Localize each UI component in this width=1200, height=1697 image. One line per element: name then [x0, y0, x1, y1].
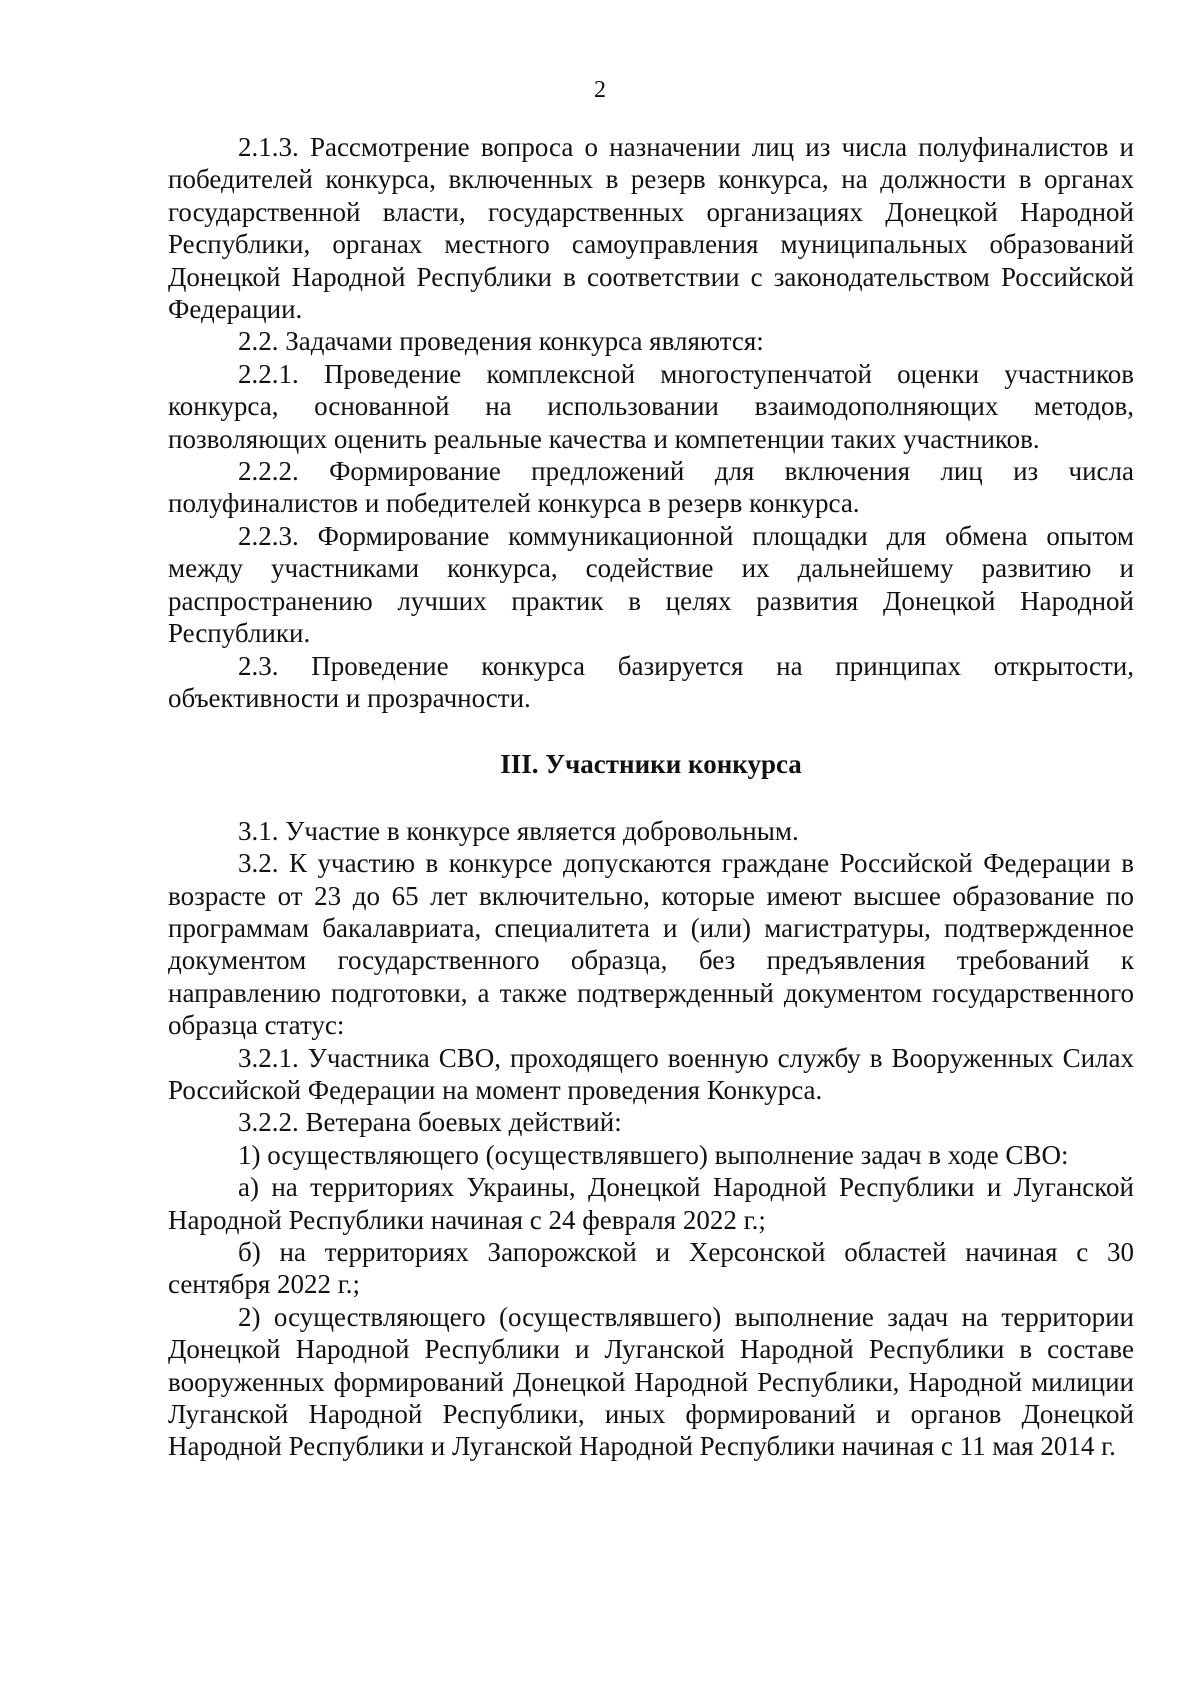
paragraph-2-3: 2.3. Проведение конкурса базируется на принципах открытости, объективности и прозрачности. — [168, 650, 1134, 713]
page-number: 2 — [594, 77, 606, 103]
paragraph-2-2-3: 2.2.3. Формирование коммуникационной площадки для обмена опытом между участниками конкурса, содействие их дальнейшему развитию и распространению лучших практик в целях развития Донецкой Народной Республики. — [168, 520, 1134, 649]
list-item-1: 1) осуществляющего (осуществлявшего) выполнение задач в ходе СВО: — [238, 1139, 1069, 1170]
document-body — [168, 131, 1134, 1463]
paragraph-3-2-1: 3.2.1. Участника СВО, проходящего военную службу в Вооруженных Силах Российской Федерации на момент проведения Конкурса. — [168, 1042, 1134, 1105]
paragraph-2-2-2: 2.2.2. Формирование предложений для включения лиц из числа полуфиналистов и победителей конкурса в резерв конкурса. — [168, 456, 1134, 519]
paragraph-3-2: 3.2. К участию в конкурсе допускаются граждане Российской Федерации в возрасте от 23 до 65 лет включительно, которые имеют высшее образование по программам бакалавриата, специалитета и (или) магистратуры, подтвержденное документом государственного образца, без предъявления требований к направлению подготовки, а также подтвержденный документом государственного образца статус: — [168, 848, 1134, 1041]
list-item-a: а) на территориях Украины, Донецкой Народной Республики и Луганской Народной Республики начиная с 24 февраля 2022 г.; — [168, 1172, 1134, 1235]
paragraph-3-2-2: 3.2.2. Ветерана боевых действий: — [238, 1107, 622, 1138]
paragraph-2-1-3: 2.1.3. Рассмотрение вопроса о назначении лиц из числа полуфиналистов и победителей конкурса, включенных в резерв конкурса, на должности в органах государственной власти, государственных организациях Донецкой Народной Республики, органах местного самоуправления муниципальных образований Донецкой Народной Республики в соответствии с законодательством Российской Федерации. — [168, 132, 1134, 325]
paragraph-2-2-1: 2.2.1. Проведение комплексной многоступенчатой оценки участников конкурса, основанной на использовании взаимодополняющих методов, позволяющих оценить реальные качества и компетенции таких участников. — [168, 358, 1134, 454]
paragraph-2-2: 2.2. Задачами проведения конкурса являются: — [238, 326, 764, 357]
list-item-2: 2) осуществляющего (осуществлявшего) выполнение задач на территории Донецкой Народной Республики и Луганской Народной Республики в составе вооруженных формирований Донецкой Народной Республики, Народной милиции Луганской Народной Республики, иных формирований и органов Донецкой Народной Республики и Луганской Народной Республики начиная с 11 мая 2014 г. — [168, 1301, 1134, 1462]
paragraph-3-1: 3.1. Участие в конкурсе является добровольным. — [238, 815, 799, 846]
list-item-b: б) на территориях Запорожской и Херсонской областей начиная с 30 сентября 2022 г.; — [168, 1237, 1134, 1300]
section-heading: III. Участники конкурса — [500, 749, 802, 780]
